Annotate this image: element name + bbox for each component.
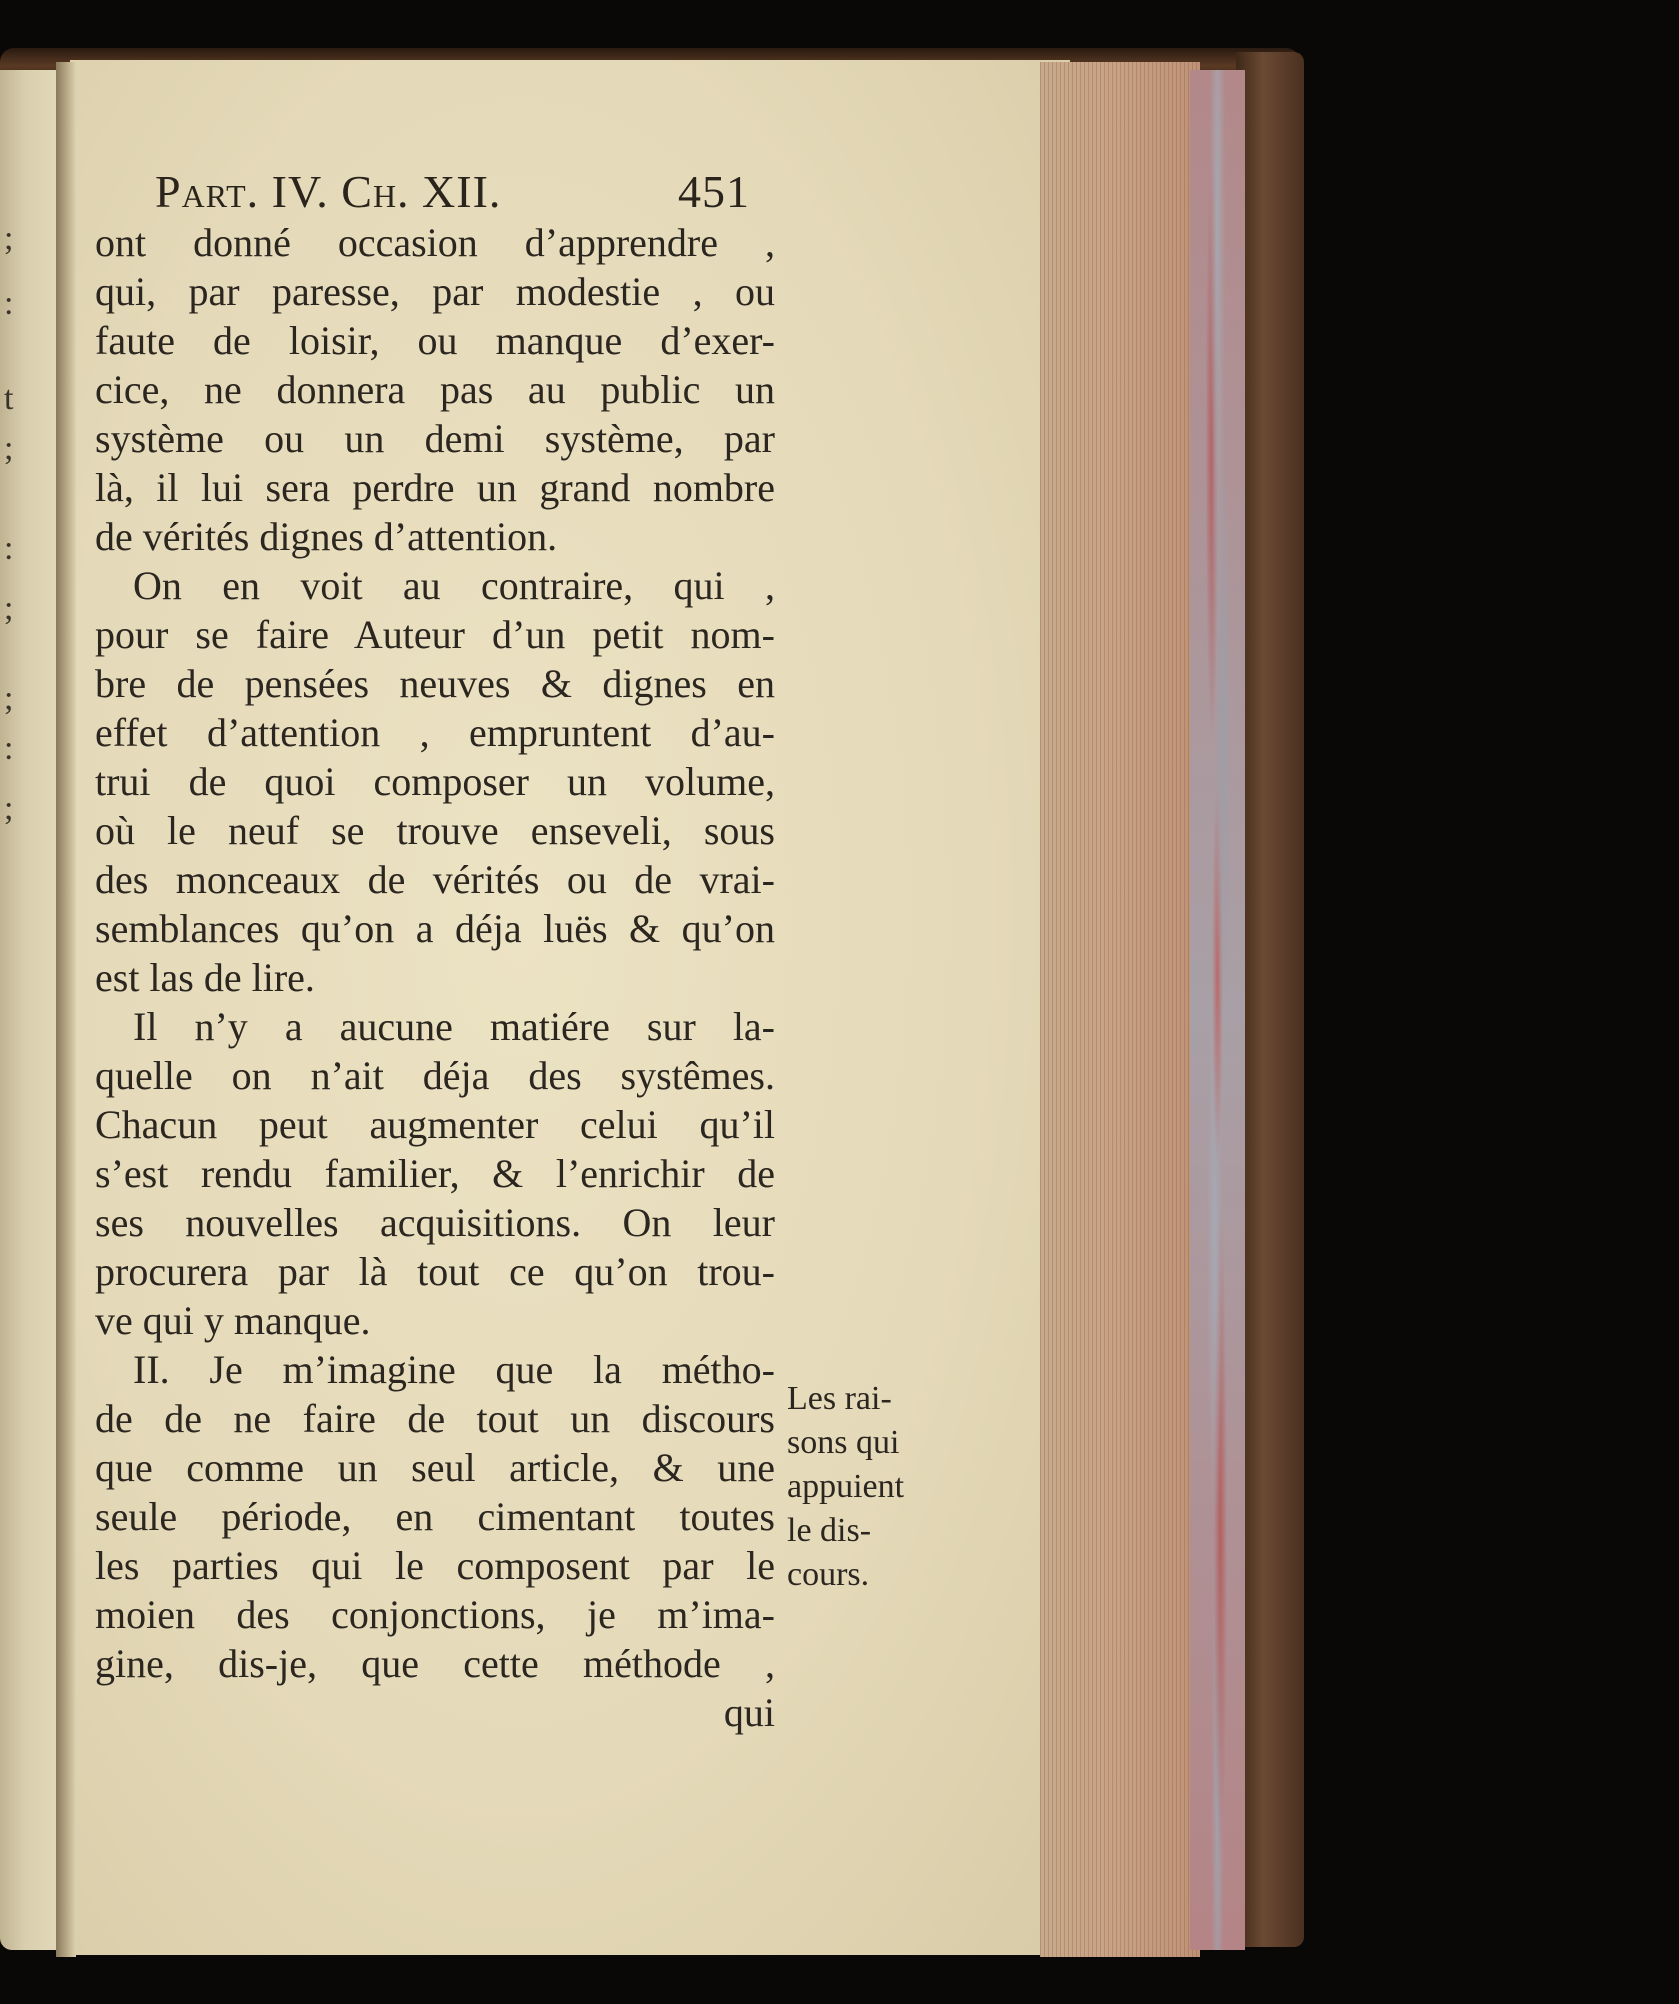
marginal-note-line: cours. [787,1556,870,1593]
text-line: bre de pensées neuves & dignes en [95,661,775,706]
marginal-note [787,1377,967,1597]
text-line: II. Je m’imagine que la métho- [133,1347,775,1392]
text-line: gine, dis-je, que cette méthode , [95,1641,775,1686]
marginal-note-line: sons qui [787,1424,900,1461]
page-gutter [56,62,76,1957]
text-line: quelle on n’ait déja des systêmes. [95,1053,775,1098]
text-line: cice, ne donnera pas au public un [95,367,775,412]
catchword: qui [723,1690,775,1735]
running-header [155,165,760,225]
text-line: de de ne faire de tout un discours [95,1396,775,1441]
facing-page-mark: : [4,285,14,322]
page-number: 451 [678,166,750,217]
facing-page-mark: ; [4,220,14,257]
marginal-note-line: le dis- [787,1512,872,1549]
text-line: trui de quoi composer un volume, [95,759,775,804]
text-line: est las de lire. [95,955,315,1000]
facing-page-edge [0,70,62,1950]
text-line: s’est rendu familier, & l’enrichir de [95,1151,775,1196]
text-line: faute de loisir, ou manque d’exer- [95,318,775,363]
text-line: de vérités dignes d’attention. [95,514,558,559]
text-line: où le neuf se trouve enseveli, sous [95,808,775,853]
body-text [95,218,775,1737]
facing-page-mark: ; [4,590,14,627]
marginal-note-line: appuient [787,1468,905,1505]
text-line: moien des conjonctions, je m’ima- [95,1592,775,1637]
facing-page-mark: t [4,380,14,417]
page-fore-edge [1040,62,1200,1957]
text-line: système ou un demi système, par [95,416,775,461]
facing-page-mark: : [4,730,14,767]
text-line: On en voit au contraire, qui , [133,563,775,608]
marbled-endpaper [1190,70,1245,1950]
text-line: ont donné occasion d’apprendre , [95,220,775,265]
facing-page-mark: ; [4,430,14,467]
text-line: Chacun peut augmenter celui qu’il [95,1102,775,1147]
text-line: qui, par paresse, par modestie , ou [95,269,775,314]
facing-page-mark: ; [4,680,14,717]
text-line: que comme un seul article, & une [95,1445,775,1490]
running-title: Part. IV. Ch. XII. [155,166,502,217]
text-line: effet d’attention , empruntent d’au- [95,710,775,755]
facing-page-mark: ; [4,790,14,827]
text-line: seule période, en cimentant toutes [95,1494,775,1539]
marginal-note-line: Les rai- [787,1380,892,1417]
text-line: des monceaux de vérités ou de vrai- [95,857,775,902]
book-binding-right [1236,52,1304,1947]
text-line: procurera par là tout ce qu’on trou- [95,1249,775,1294]
text-line: semblances qu’on a déja luës & qu’on [95,906,775,951]
text-line: ses nouvelles acquisitions. On leur [95,1200,775,1245]
text-line: Il n’y a aucune matiére sur la- [133,1004,775,1049]
facing-page-mark: : [4,530,14,567]
text-line: ve qui y manque. [95,1298,371,1343]
text-line: là, il lui sera perdre un grand nombre [95,465,775,510]
text-line: pour se faire Auteur d’un petit nom- [95,612,775,657]
text-line: les parties qui le composent par le [95,1543,775,1588]
